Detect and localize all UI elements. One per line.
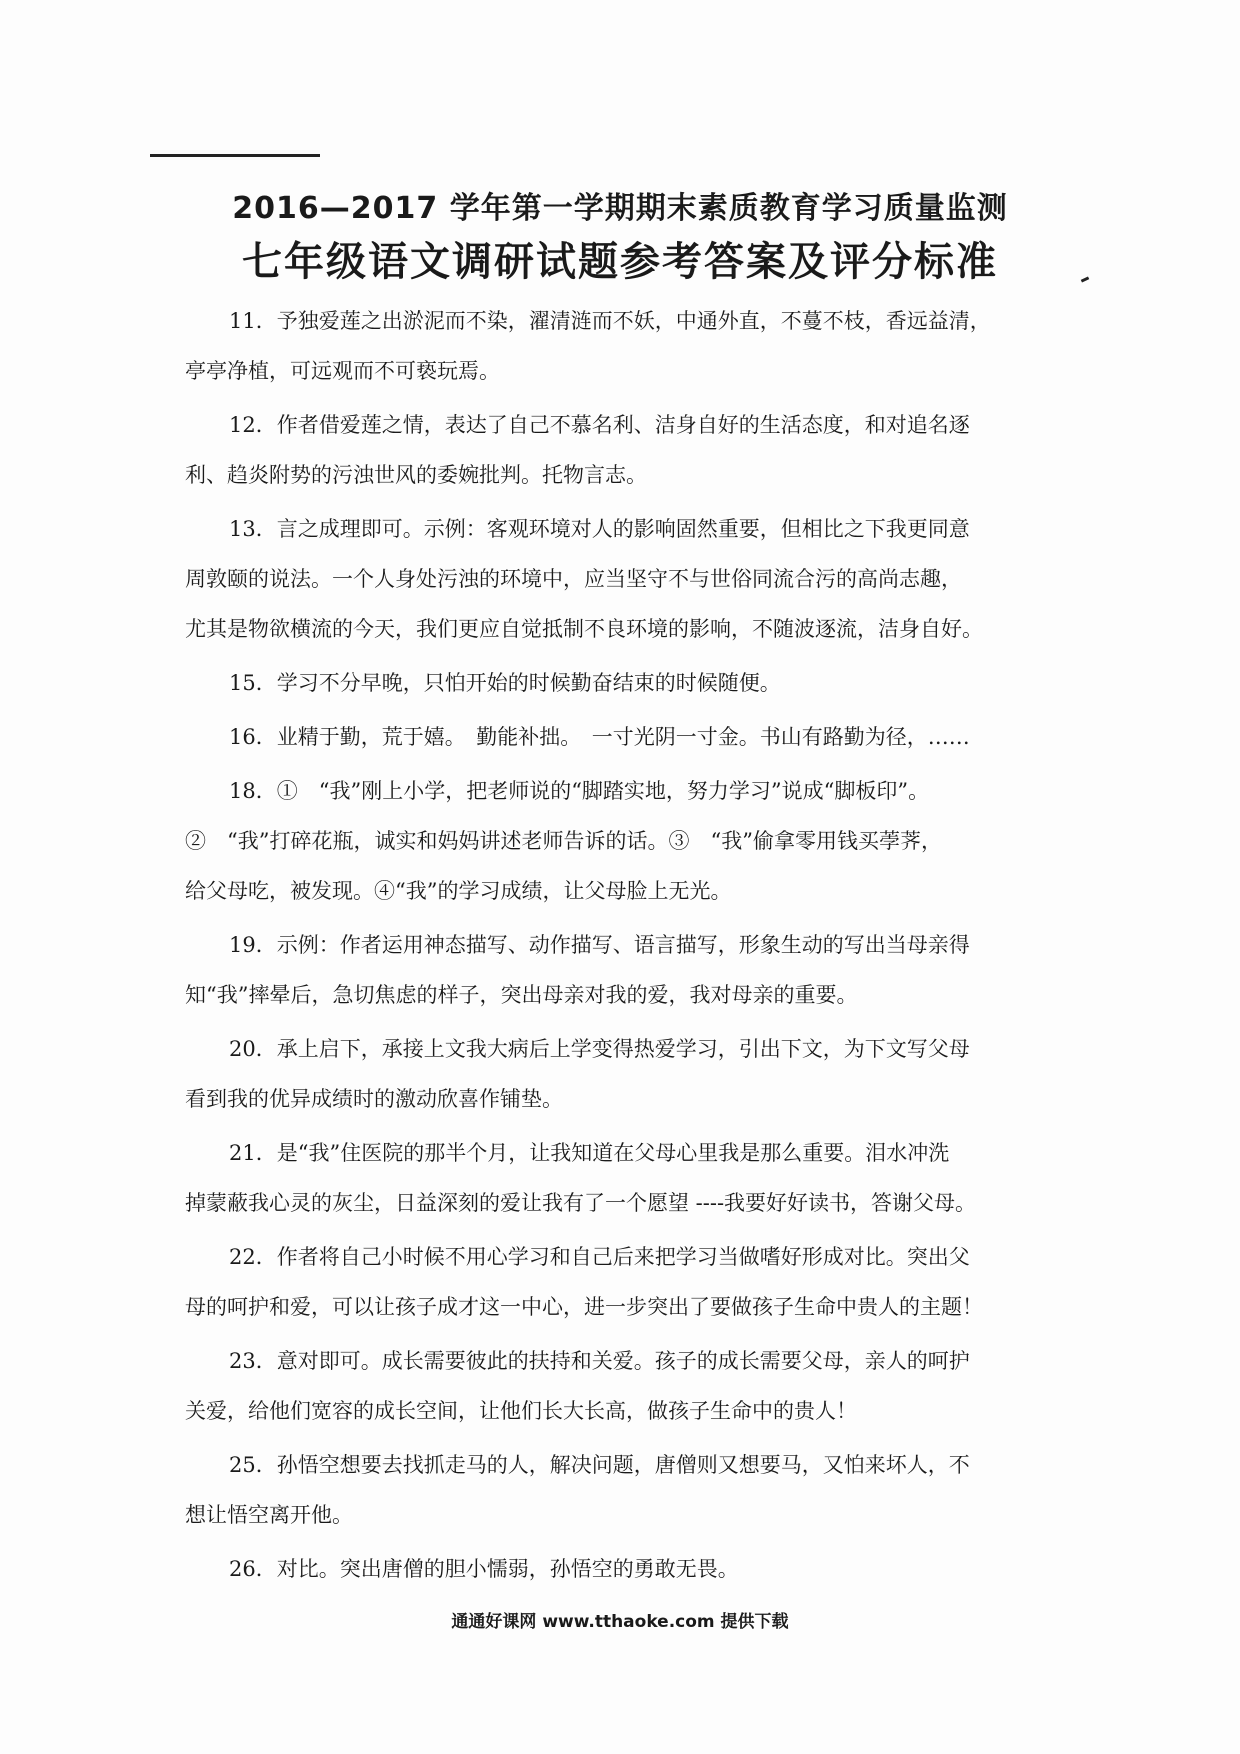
answer-item <box>185 766 1085 916</box>
answer-line: 知“我”摔晕后，急切焦虑的样子，突出母亲对我的爱，我对母亲的重要。 <box>185 983 858 1007</box>
answer-item <box>185 658 1085 708</box>
answer-line: 给父母吃，被发现。④“我”的学习成绩，让父母脸上无光。 <box>185 879 732 903</box>
answer-line: 尤其是物欲横流的今天，我们更应自觉抵制不良环境的影响，不随波逐流，洁身自好。 <box>185 617 983 641</box>
answer-item <box>185 1232 1085 1332</box>
answer-line: 母的呵护和爱，可以让孩子成才这一中心，进一步突出了要做孩子生命中贵人的主题！ <box>185 1295 983 1319</box>
answer-line: 16．业精于勤，荒于嬉。 勤能补拙。 一寸光阴一寸金。书山有路勤为径，…… <box>229 725 970 749</box>
answer-item <box>185 1440 1085 1540</box>
answer-line: 利、趋炎附势的污浊世风的委婉批判。托物言志。 <box>185 463 647 487</box>
answer-line: 13．言之成理即可。示例：客观环境对人的影响固然重要，但相比之下我更同意 <box>229 517 970 541</box>
answer-line: 掉蒙蔽我心灵的灰尘，日益深刻的爱让我有了一个愿望 ----我要好好读书，答谢父母。 <box>185 1191 977 1215</box>
answer-item <box>185 504 1085 654</box>
answer-line: 15．学习不分早晚，只怕开始的时候勤奋结束的时候随便。 <box>229 671 781 695</box>
answer-line: 21．是“我”住医院的那半个月，让我知道在父母心里我是那么重要。泪水冲洗 <box>229 1141 950 1165</box>
answer-item <box>185 1128 1085 1228</box>
answer-item <box>185 1336 1085 1436</box>
document-title-line2: 七年级语文调研试题参考答案及评分标准 <box>242 239 998 285</box>
answer-line: 25．孙悟空想要去找抓走马的人，解决问题，唐僧则又想要马，又怕来坏人，不 <box>229 1453 970 1477</box>
top-rule-line <box>150 154 320 157</box>
download-footer: 通通好课网 www.tthaoke.com 提供下载 <box>451 1612 789 1632</box>
answer-line: 20．承上启下，承接上文我大病后上学变得热爱学习，引出下文，为下文写父母 <box>229 1037 970 1061</box>
document-title-line1: 2016—2017 学年第一学期期末素质教育学习质量监测 <box>232 191 1008 226</box>
answer-line: 看到我的优异成绩时的激动欣喜作铺垫。 <box>185 1087 563 1111</box>
answer-item <box>185 400 1085 500</box>
answer-line: ② “我”打碎花瓶，诚实和妈妈讲述老师告诉的话。③ “我”偷拿零用钱买荸荠， <box>185 829 942 853</box>
answer-line: 22．作者将自己小时候不用心学习和自己后来把学习当做嗜好形成对比。突出父 <box>229 1245 970 1269</box>
answer-line: 19．示例：作者运用神态描写、动作描写、语言描写，形象生动的写出当母亲得 <box>229 933 970 957</box>
answer-list <box>185 296 1085 1594</box>
answer-line: 想让悟空离开他。 <box>185 1503 353 1527</box>
answer-line: 18．① “我”刚上小学，把老师说的“脚踏实地，努力学习”说成“脚板印”。 <box>229 779 930 803</box>
answer-item <box>185 712 1085 762</box>
answer-line: 11．予独爱莲之出淤泥而不染，濯清涟而不妖，中通外直，不蔓不枝，香远益清， <box>229 309 991 333</box>
answer-item <box>185 296 1085 396</box>
answer-item <box>185 920 1085 1020</box>
answer-line: 周敦颐的说法。一个人身处污浊的环境中，应当坚守不与世俗同流合污的高尚志趣， <box>185 567 962 591</box>
answer-item <box>185 1024 1085 1124</box>
answer-line: 26．对比。突出唐僧的胆小懦弱，孙悟空的勇敢无畏。 <box>229 1557 739 1581</box>
answer-line: 12．作者借爱莲之情，表达了自己不慕名利、洁身自好的生活态度，和对追名逐 <box>229 413 970 437</box>
answer-item <box>185 1544 1085 1594</box>
answer-line: 关爱，给他们宽容的成长空间，让他们长大长高，做孩子生命中的贵人！ <box>185 1399 857 1423</box>
answer-line: 亭亭净植，可远观而不可亵玩焉。 <box>185 359 500 383</box>
answer-line: 23．意对即可。成长需要彼此的扶持和关爱。孩子的成长需要父母，亲人的呵护 <box>229 1349 970 1373</box>
